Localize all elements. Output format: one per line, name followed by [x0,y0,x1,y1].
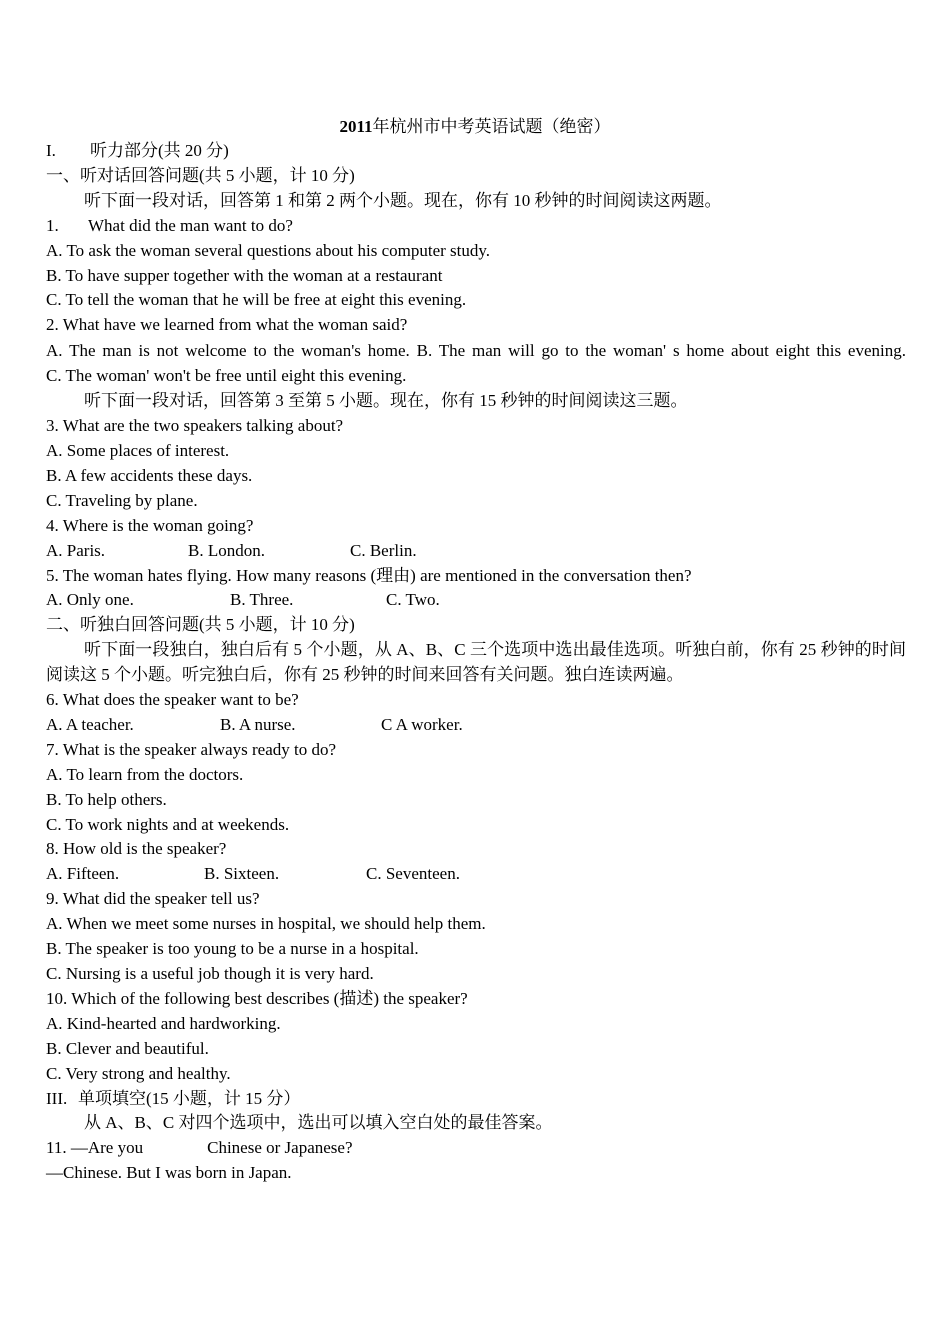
q10-option-c: C. Very strong and healthy. [46,1063,231,1083]
question-text: What did the man want to do? [88,215,293,235]
q11-answer: —Chinese. But I was born in Japan. [46,1163,292,1183]
q11-stem-start: 11. —Are you [46,1138,144,1158]
question-3: 3. What are the two speakers talking about? [46,416,344,436]
q8-option-b: B. Sixteen. [204,864,280,884]
q8-option-a: A. Fifteen. [46,864,120,884]
q8-options [46,862,906,887]
q7-option-c: C. To work nights and at weekends. [46,814,290,834]
title-year: 2011 [339,117,373,136]
q4-options [46,539,906,564]
q6-option-a: A. A teacher. [46,714,134,734]
q5-options [46,588,906,613]
question-4: 4. Where is the woman going? [46,515,254,535]
part2-heading: 二、听独白回答问题(共 5 小题，计 10 分) [46,615,355,635]
exam-content [46,139,906,1186]
q9-option-a: A. When we meet some nurses in hospital, we should help them. [46,914,486,934]
question-1 [46,214,906,239]
section-number: I. [46,141,56,160]
q3-option-c: C. Traveling by plane. [46,490,198,510]
question-2: 2. What have we learned from what the woman said? [46,315,408,335]
q5-option-b: B. Three. [230,590,294,610]
part3-instruction: 从 A、B、C 对四个选项中，选出可以填入空白处的最佳答案。 [84,1113,553,1133]
q11-stem-end: Chinese or Japanese? [207,1138,353,1158]
q10-option-b: B. Clever and beautiful. [46,1038,209,1058]
part3-number: III. [46,1088,68,1108]
q3-option-b: B. A few accidents these days. [46,465,253,485]
q7-option-a: A. To learn from the doctors. [46,764,244,784]
q4-option-b: B. London. [188,540,265,560]
question-8: 8. How old is the speaker? [46,839,227,859]
q7-option-b: B. To help others. [46,789,167,809]
question-number: 1. [46,215,59,235]
section-label: 听力部分(共 20 分) [90,141,229,160]
part3-label: 单项填空(15 小题，计 15 分） [78,1088,301,1108]
section-listening-heading [46,139,906,164]
q2-option-ab: A. The man is not welcome to the woman's home. B. The man will go to the woman' s home about eight this evening. [46,341,906,361]
q8-option-c: C. Seventeen. [366,864,460,884]
question-5: 5. The woman hates flying. How many reasons (理由) are mentioned in the conversation then? [46,565,692,585]
title-text: 年杭州市中考英语试题（绝密） [372,117,611,136]
part1-heading: 一、听对话回答问题(共 5 小题，计 10 分) [46,165,355,185]
q9-option-b: B. The speaker is too young to be a nurse in a hospital. [46,939,419,959]
q6-option-c: C A worker. [381,714,463,734]
question-7: 7. What is the speaker always ready to do? [46,739,337,759]
q10-option-a: A. Kind-hearted and hardworking. [46,1013,281,1033]
q1-option-b: B. To have supper together with the woman at a restaurant [46,265,443,285]
q1-option-a: A. To ask the woman several questions about his computer study. [46,240,491,260]
q3-option-a: A. Some places of interest. [46,440,230,460]
part1-instruction-1: 听下面一段对话，回答第 1 和第 2 两个小题。现在，你有 10 秒钟的时间阅读这两题。 [84,190,722,210]
question-10: 10. Which of the following best describes (描述) the speaker? [46,988,468,1008]
part2-instruction: 听下面一段独白，独白后有 5 个小题，从 A、B、C 三个选项中选出最佳选项。听独白前，你有 25 秒钟的时间阅读这 5 个小题。听完独白后，你有 25 秒钟的时间来回答有关问题。独白连读两遍。 [46,640,906,685]
question-6: 6. What does the speaker want to be? [46,690,299,710]
q1-option-c: C. To tell the woman that he will be free at eight this evening. [46,290,467,310]
question-11 [46,1136,906,1161]
part3-heading [46,1087,906,1112]
question-9: 9. What did the speaker tell us? [46,889,260,909]
page-title [0,115,950,139]
q5-option-a: A. Only one. [46,590,134,610]
part1-instruction-2: 听下面一段对话，回答第 3 至第 5 小题。现在，你有 15 秒钟的时间阅读这三题。 [84,391,688,411]
q6-options [46,713,906,738]
q2-option-c: C. The woman' won't be free until eight this evening. [46,366,407,386]
q5-option-c: C. Two. [386,590,440,610]
q4-option-a: A. Paris. [46,540,106,560]
q6-option-b: B. A nurse. [220,714,296,734]
q4-option-c: C. Berlin. [350,540,417,560]
q9-option-c: C. Nursing is a useful job though it is very hard. [46,964,374,983]
